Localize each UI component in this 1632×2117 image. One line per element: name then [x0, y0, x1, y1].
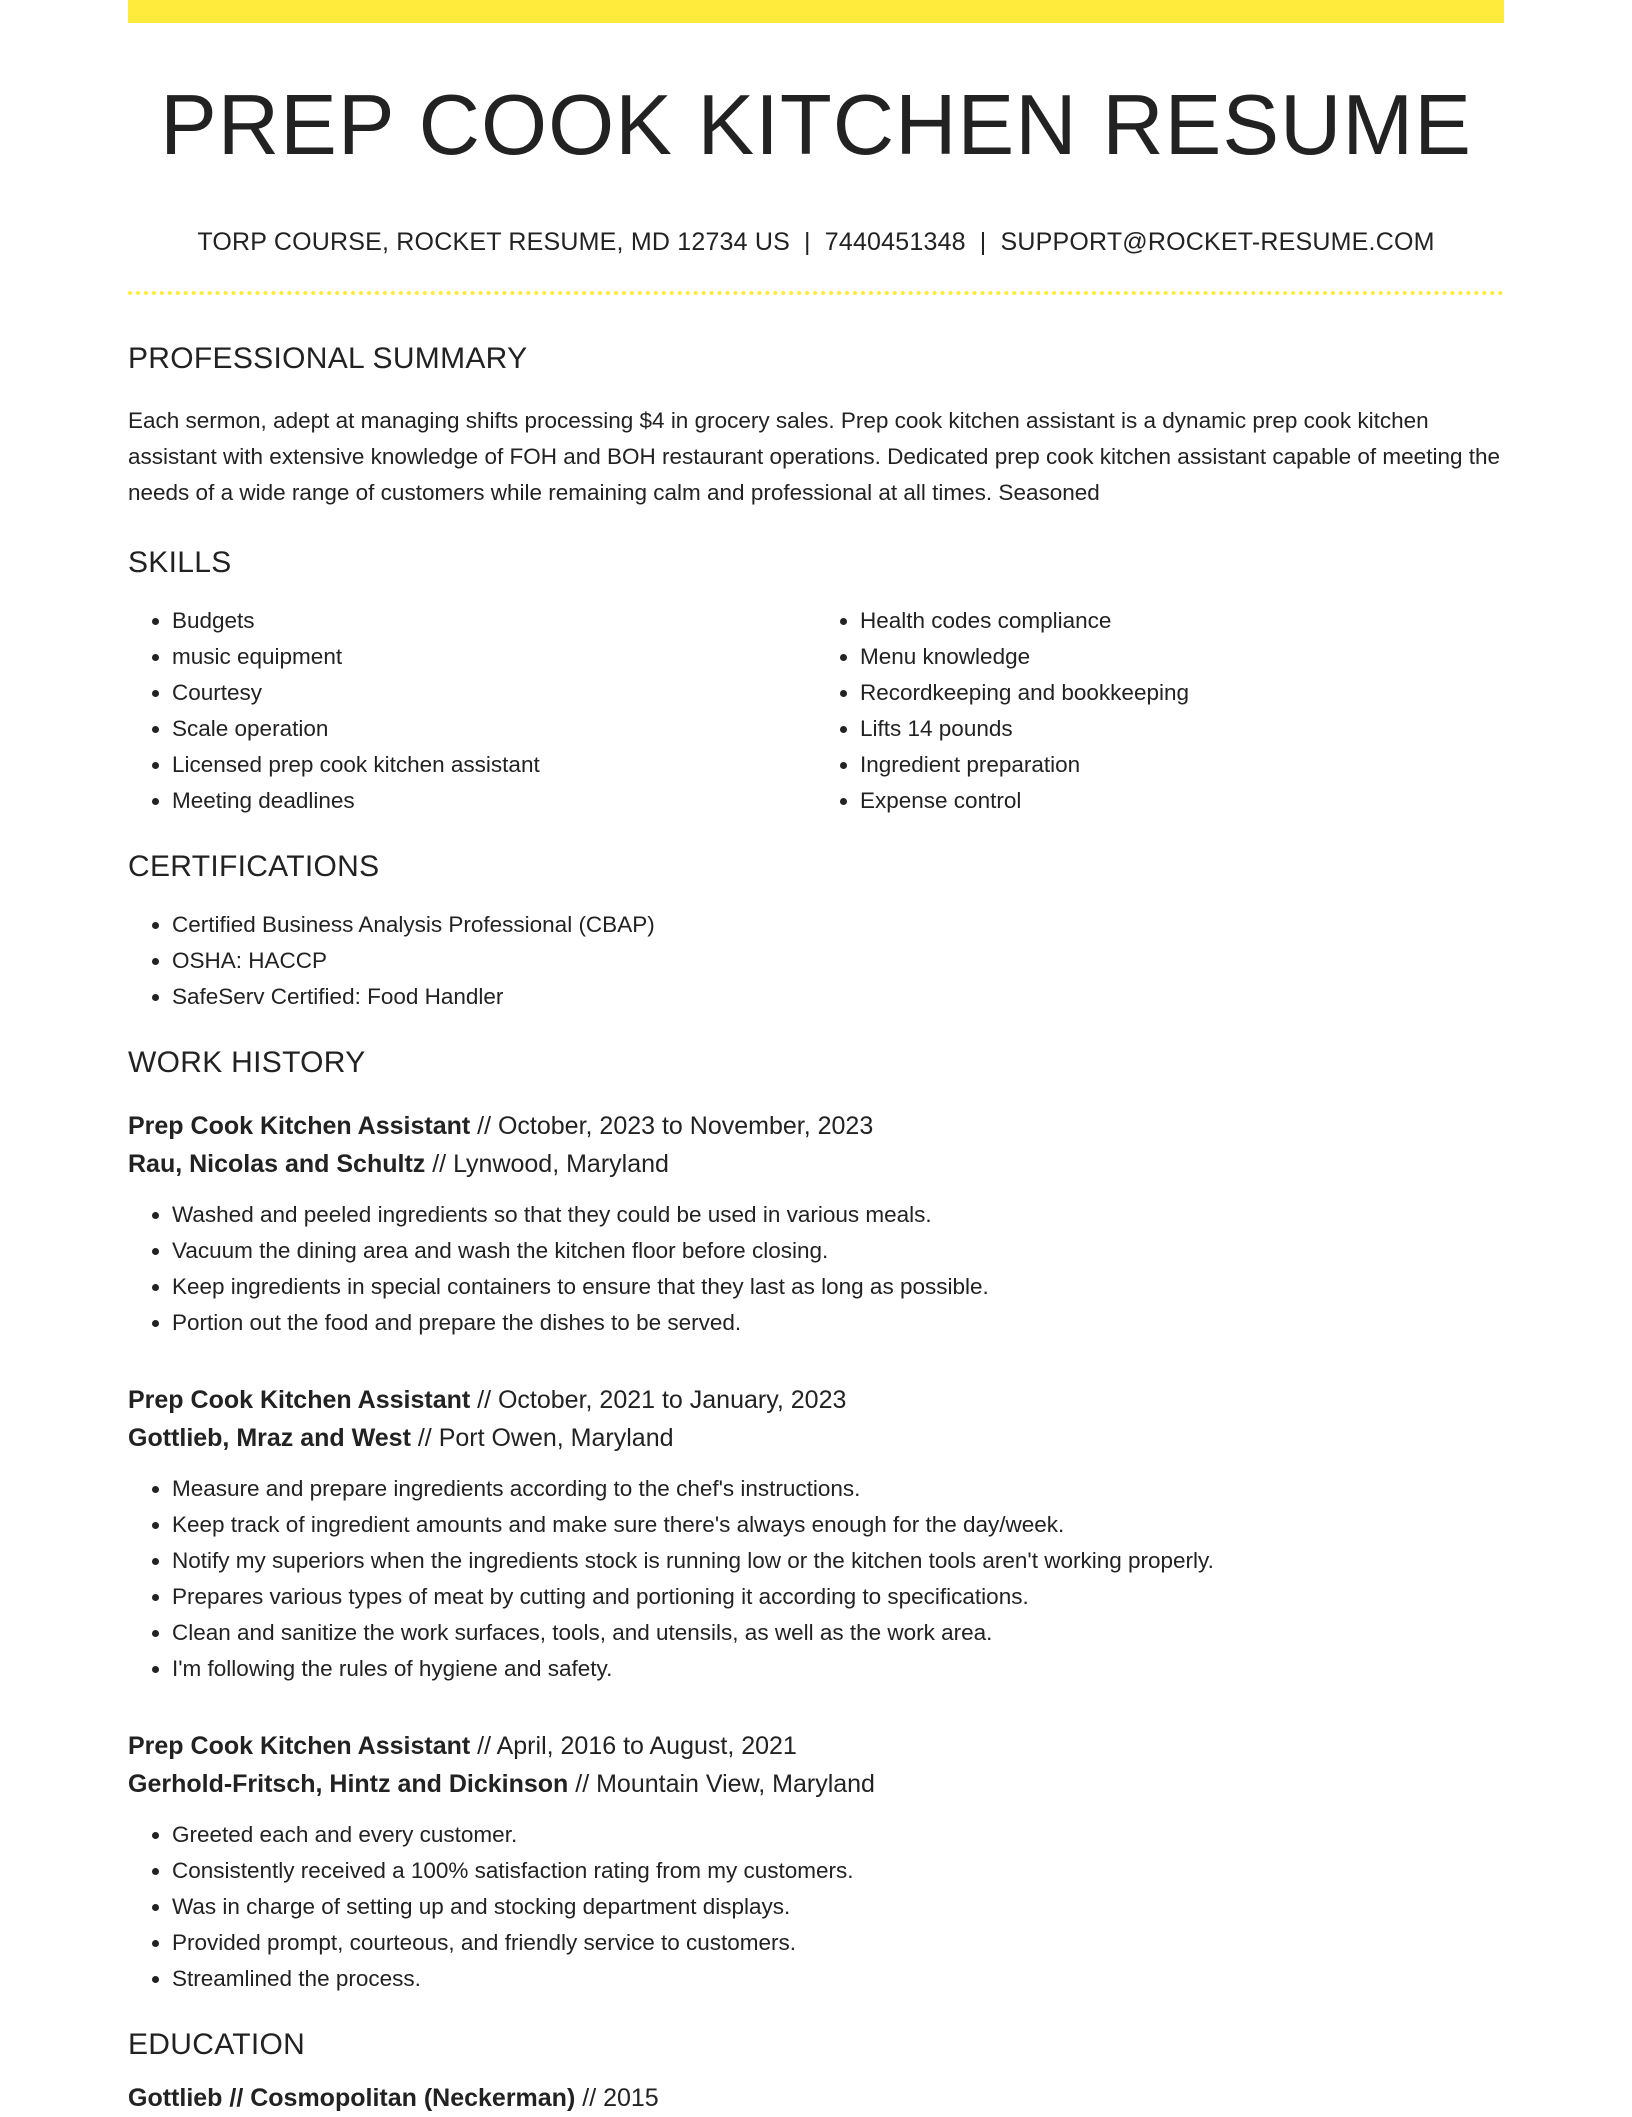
job-company: Rau, Nicolas and Schultz [128, 1150, 426, 1178]
job-dates: // April, 2016 to August, 2021 [470, 1732, 797, 1760]
contact-separator: | [804, 228, 811, 256]
skill-item: • Lifts 14 pounds [860, 711, 1504, 747]
job-duty: • Portion out the food and prepare the dishes to be served. [172, 1305, 1504, 1341]
job-location: // Mountain View, Maryland [568, 1770, 875, 1798]
skill-item: • Recordkeeping and bookkeeping [860, 675, 1504, 711]
contact-address: TORP COURSE, ROCKET RESUME, MD 12734 US [197, 228, 791, 256]
skill-item: • Budgets [172, 603, 816, 639]
resume-title: PREP COOK KITCHEN RESUME [160, 78, 1472, 173]
contact-email: SUPPORT@ROCKET-RESUME.COM [1000, 228, 1435, 256]
skills-column-right [816, 603, 1504, 819]
job-company: Gerhold-Fritsch, Hintz and Dickinson [128, 1770, 569, 1798]
skill-item: • Menu knowledge [860, 639, 1504, 675]
job-role: Prep Cook Kitchen Assistant [128, 1386, 471, 1414]
job-duties [128, 1197, 1504, 1341]
certification-item: • OSHA: HACCP [172, 943, 1504, 979]
skill-item: • music equipment [172, 639, 816, 675]
job-duty: • Measure and prepare ingredients according to the chef's instructions. [172, 1471, 1504, 1507]
skill-item: • Meeting deadlines [172, 783, 816, 819]
job-duty: • Consistently received a 100% satisfaction rating from my customers. [172, 1853, 1504, 1889]
job-dates: // October, 2021 to January, 2023 [470, 1386, 847, 1414]
skills-heading: SKILLS [128, 546, 232, 579]
job-title-line [128, 1727, 1504, 1765]
skills-column-left [128, 603, 816, 819]
job-duties [128, 1471, 1504, 1687]
job-role: Prep Cook Kitchen Assistant [128, 1112, 471, 1140]
summary-heading: PROFESSIONAL SUMMARY [128, 342, 528, 375]
job-company-line [128, 1419, 1504, 1457]
education-year: // 2015 [575, 2084, 659, 2112]
skills-list [128, 603, 1504, 819]
job-title-line [128, 1381, 1504, 1419]
work-history-heading: WORK HISTORY [128, 1046, 366, 1079]
job-title-line [128, 1107, 1504, 1145]
contact-phone: 7440451348 [824, 228, 966, 256]
certifications-list [128, 907, 1504, 1015]
job-role: Prep Cook Kitchen Assistant [128, 1732, 471, 1760]
education-degree: // Cosmopolitan (Neckerman) [222, 2084, 576, 2112]
job-duty: • Was in charge of setting up and stocking department displays. [172, 1889, 1504, 1925]
job-duty: • Greeted each and every customer. [172, 1817, 1504, 1853]
job-duty: • Streamlined the process. [172, 1961, 1504, 1997]
job-entry [128, 1381, 1504, 1687]
certification-item: • Certified Business Analysis Professional (CBAP) [172, 907, 1504, 943]
job-duty: • Clean and sanitize the work surfaces, tools, and utensils, as well as the work area. [172, 1615, 1504, 1651]
job-location: // Port Owen, Maryland [410, 1424, 674, 1452]
job-duty: • Keep track of ingredient amounts and make sure there's always enough for the day/week. [172, 1507, 1504, 1543]
certification-item: • SafeServ Certified: Food Handler [172, 979, 1504, 1015]
skill-item: • Licensed prep cook kitchen assistant [172, 747, 816, 783]
job-duty: • Prepares various types of meat by cutting and portioning it according to specifications. [172, 1579, 1504, 1615]
education-school: Gottlieb [128, 2084, 223, 2112]
job-entry [128, 1727, 1504, 1997]
skill-item: • Ingredient preparation [860, 747, 1504, 783]
summary-text: Each sermon, adept at managing shifts processing $4 in grocery sales. Prep cook kitchen assistant is a dynamic prep cook kitchen assistant with extensive knowledge of FOH and BOH restaurant operations. Dedicated prep cook kitchen assistant capable of meeting the needs of a wide range of customers while remaining calm and professional at all times. Seasoned [128, 408, 1501, 505]
contact-line [128, 228, 1504, 257]
job-company-line [128, 1145, 1504, 1183]
job-duty: • Notify my superiors when the ingredients stock is running low or the kitchen tools aren't working properly. [172, 1543, 1504, 1579]
skill-item: • Expense control [860, 783, 1504, 819]
skill-item: • Courtesy [172, 675, 816, 711]
skill-item: • Scale operation [172, 711, 816, 747]
job-dates: // October, 2023 to November, 2023 [470, 1112, 874, 1140]
job-duty: • Vacuum the dining area and wash the kitchen floor before closing. [172, 1233, 1504, 1269]
resume-page [128, 0, 1504, 2117]
job-company: Gottlieb, Mraz and West [128, 1424, 411, 1452]
certifications-heading: CERTIFICATIONS [128, 850, 380, 883]
job-duties [128, 1817, 1504, 1997]
education-entry [128, 2079, 1504, 2117]
top-accent-bar [128, 0, 1504, 23]
job-duty: • Keep ingredients in special containers to ensure that they last as long as possible. [172, 1269, 1504, 1305]
job-duty: • Washed and peeled ingredients so that they could be used in various meals. [172, 1197, 1504, 1233]
job-duty: • I'm following the rules of hygiene and safety. [172, 1651, 1504, 1687]
job-duty: • Provided prompt, courteous, and friendly service to customers. [172, 1925, 1504, 1961]
dotted-divider [128, 291, 1504, 295]
education-heading: EDUCATION [128, 2028, 306, 2061]
contact-separator: | [979, 228, 987, 256]
job-company-line [128, 1765, 1504, 1803]
job-entry [128, 1107, 1504, 1341]
skill-item: • Health codes compliance [860, 603, 1504, 639]
job-location: // Lynwood, Maryland [425, 1150, 669, 1178]
